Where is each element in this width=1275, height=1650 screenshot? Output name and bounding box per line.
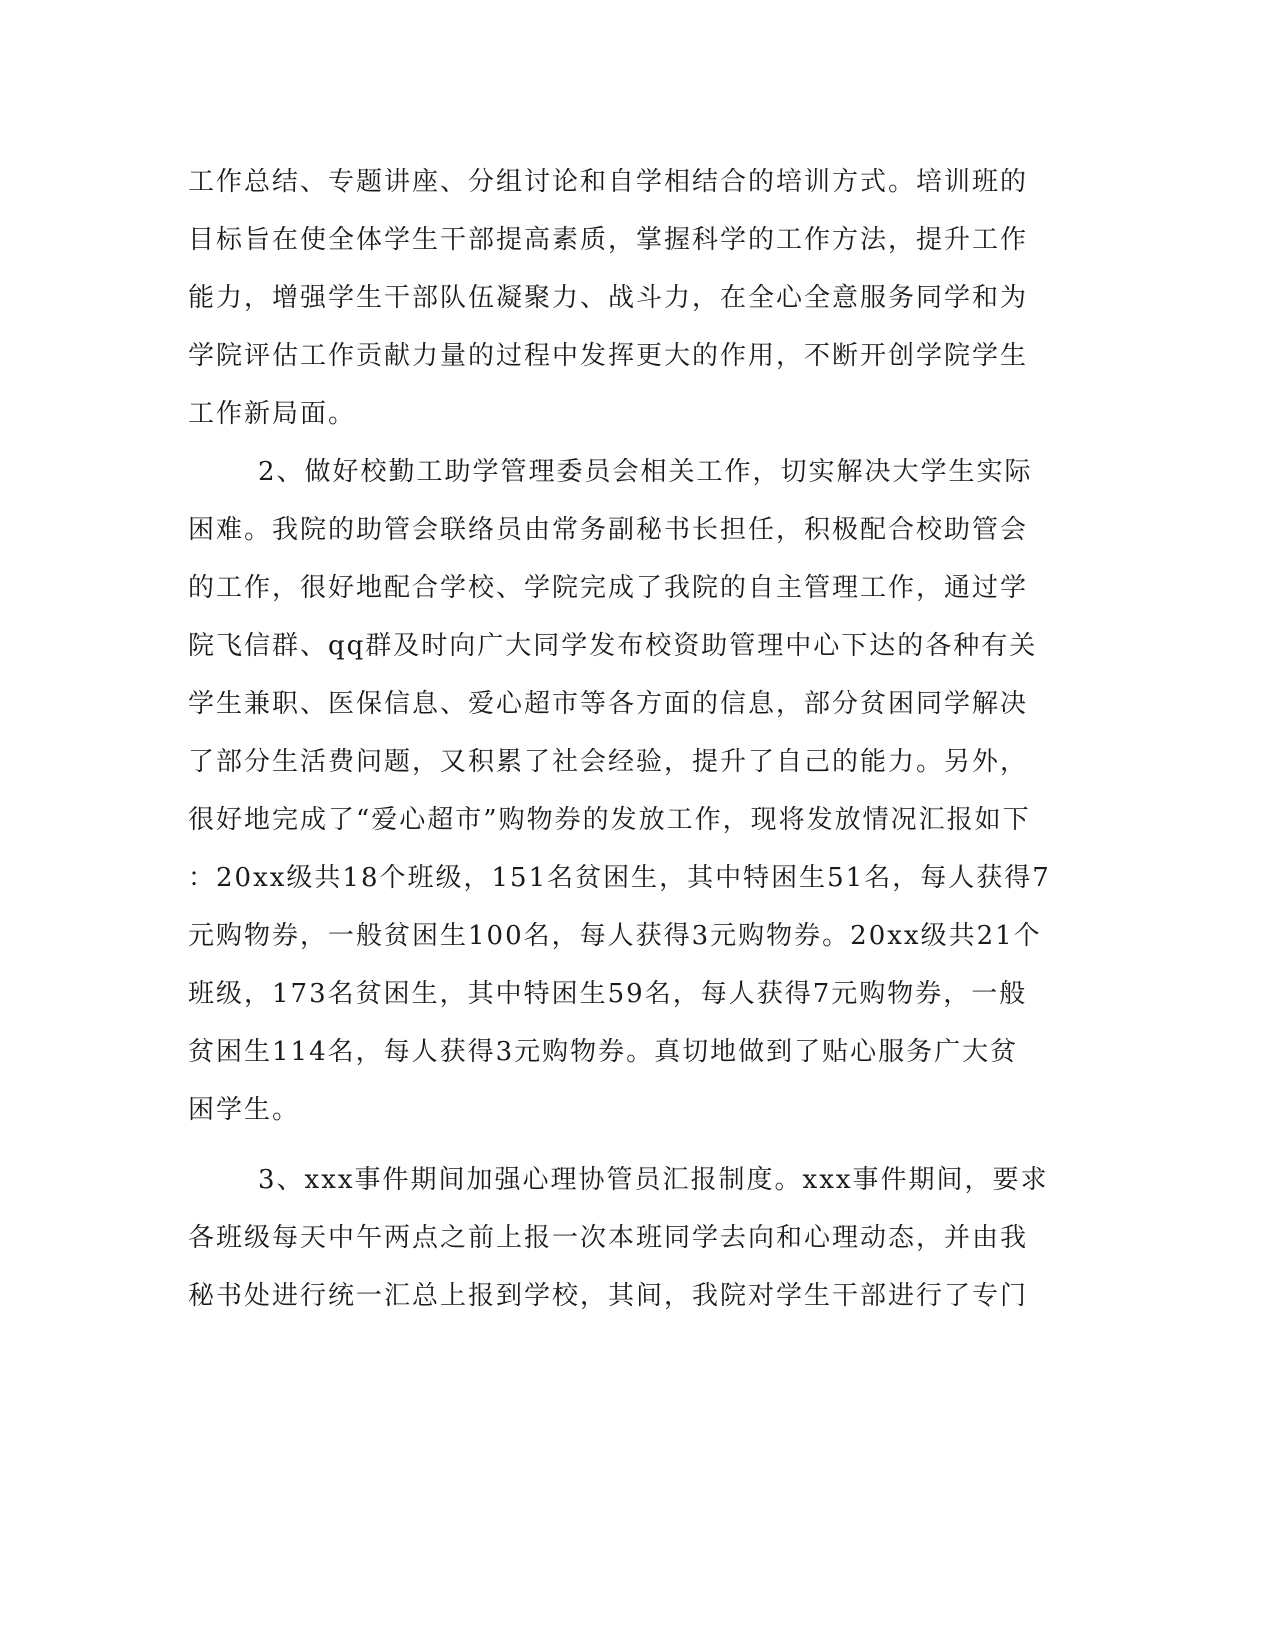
text-line: 目标旨在使全体学生干部提高素质，掌握科学的工作方法，提升工作 <box>188 225 1029 255</box>
text-line: ：20xx级共18个班级，151名贫困生，其中特困生51名，每人获得7 <box>188 863 1051 893</box>
text-line: 了部分生活费问题，又积累了社会经验，提升了自己的能力。另外， <box>188 747 1029 777</box>
text-line: 班级，173名贫困生，其中特困生59名，每人获得7元购物券，一般 <box>188 979 1028 1009</box>
text-line: 困学生。 <box>188 1095 301 1125</box>
text-line: 困难。我院的助管会联络员由常务副秘书长担任，积极配合校助管会 <box>188 515 1029 545</box>
paragraph-2-start: 2、做好校勤工助学管理委员会相关工作，切实解决大学生实际 <box>258 457 1033 487</box>
text-line: 工作总结、专题讲座、分组讨论和自学相结合的培训方式。培训班的 <box>188 167 1029 197</box>
text-line: 能力，增强学生干部队伍凝聚力、战斗力，在全心全意服务同学和为 <box>188 283 1029 313</box>
text-line: 院飞信群、qq群及时向广大同学发布校资助管理中心下达的各种有关 <box>188 631 1038 661</box>
text-line: 学生兼职、医保信息、爱心超市等各方面的信息，部分贫困同学解决 <box>188 689 1029 719</box>
text-line: 贫困生114名，每人获得3元购物券。真切地做到了贴心服务广大贫 <box>188 1037 1019 1067</box>
text-line: 各班级每天中午两点之前上报一次本班同学去向和心理动态，并由我 <box>188 1223 1029 1253</box>
text-line: 的工作，很好地配合学校、学院完成了我院的自主管理工作，通过学 <box>188 573 1029 603</box>
text-line: 学院评估工作贡献力量的过程中发挥更大的作用，不断开创学院学生 <box>188 341 1029 371</box>
text-line: 工作新局面。 <box>188 399 357 429</box>
text-line: 秘书处进行统一汇总上报到学校，其间，我院对学生干部进行了专门 <box>188 1281 1029 1311</box>
text-line: 很好地完成了“爱心超市”购物券的发放工作，现将发放情况汇报如下 <box>188 805 1031 835</box>
paragraph-3-start: 3、xxx事件期间加强心理协管员汇报制度。xxx事件期间，要求 <box>258 1165 1049 1195</box>
text-line: 元购物券，一般贫困生100名，每人获得3元购物券。20xx级共21个 <box>188 921 1042 951</box>
